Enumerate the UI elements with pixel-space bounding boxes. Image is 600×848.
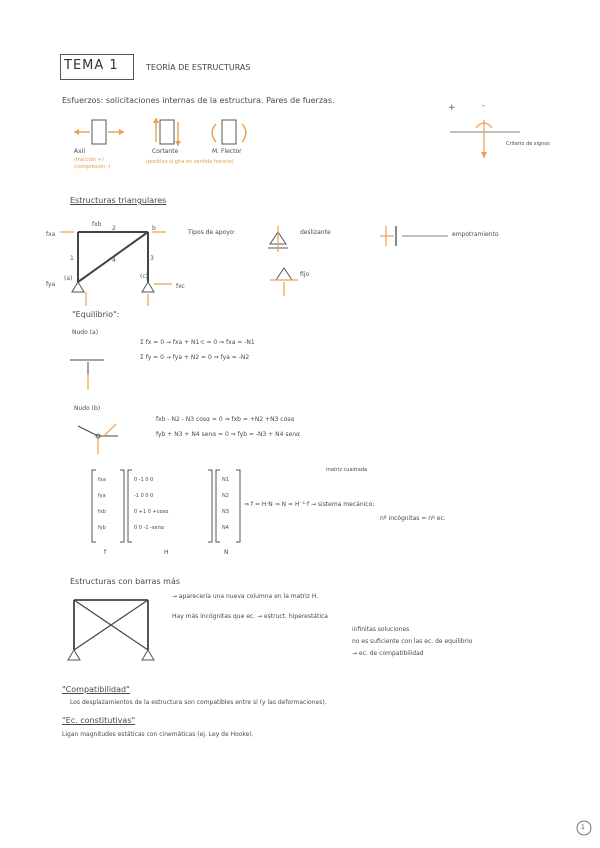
section-3-note-3: infinitas soluciones (352, 626, 410, 633)
support-fijo (270, 268, 298, 296)
vec-n-0: N1 (222, 477, 229, 483)
eq-b2: fyb + N3 + N4 senα = 0 ⇒ fyb = -N3 + N4 senα (156, 431, 300, 438)
eq-a2: Σ fy = 0 → fya + N2 = 0 ⇒ fya = -N2 (140, 354, 250, 361)
eq-a1: Σ fx = 0 → fxa + N1·c = 0 ⇒ fxa = -N1 (140, 339, 255, 346)
svg-text:1: 1 (70, 255, 74, 262)
matrix-note: matriz cuadrada (326, 467, 368, 473)
fijo-label: fijo (300, 271, 310, 278)
svg-text:(a): (a) (64, 275, 73, 282)
axil-label: Axil (74, 148, 85, 155)
node-a-sketch (70, 360, 104, 390)
matrix-row-1: -1 0 0 0 (134, 493, 154, 499)
section-3-note-2: Hay más incógnitas que ec. → estruct. hiperestática (172, 613, 328, 620)
vec-n-3: N4 (222, 525, 229, 531)
svg-text:(c): (c) (140, 273, 148, 280)
nudo-a-label: Nudo (a) (72, 329, 99, 336)
axil-diagram (74, 120, 124, 144)
label-n: N (224, 549, 229, 556)
compat-heading: "Compatibilidad" (62, 685, 130, 694)
svg-text:fxc: fxc (176, 283, 185, 290)
cortante-diagram (153, 118, 181, 146)
truss-diagram (46, 221, 185, 306)
section-3-note-4: no es suficiente con las ec. de equilibrio (352, 638, 473, 645)
criterio-label: Criterio de signos (506, 141, 550, 147)
nudo-b-label: Nudo (b) (74, 405, 101, 412)
relation-line-2: nº incógnitas = nº ec. (380, 515, 446, 522)
flector-label: M. Flector (212, 148, 242, 155)
vec-f-1: fya (98, 493, 106, 499)
cortante-label: Cortante (152, 148, 179, 155)
page-number: 1 (581, 824, 585, 831)
matrix-brackets (92, 470, 240, 542)
flector-diagram (212, 120, 246, 144)
braced-frame-diagram (68, 600, 154, 660)
intro-line: Esfuerzos: solicitaciones internas de la estructura. Pares de fuerzas. (62, 96, 335, 105)
tipos-apoyo-label: Tipos de apoyo: (188, 229, 236, 236)
support-empotramiento (380, 226, 448, 246)
svg-text:+: + (448, 103, 456, 113)
label-f: f (104, 549, 107, 556)
page-title: TEMA 1 (64, 58, 119, 73)
deslizante-label: deslizante (300, 229, 331, 236)
label-h: H (164, 549, 169, 556)
svg-text:3: 3 (150, 255, 154, 262)
eq-b1: fxb - N2 - N3 cosα = 0 ⇒ fxb = +N2 +N3 cosα (156, 416, 295, 423)
matrix-row-2: 0 +1 0 +cosα (134, 509, 169, 515)
empotramiento-label: empotramiento (452, 231, 499, 238)
node-b-sketch (78, 424, 118, 454)
equilibrio-heading: "Equilibrio": (72, 310, 120, 319)
matrix-row-0: 0 -1 0 0 (134, 477, 154, 483)
section-3-heading: Estructuras con barras más (70, 577, 181, 586)
vec-f-2: fxb (98, 509, 106, 515)
svg-text:fya: fya (46, 281, 56, 288)
svg-text:-: - (482, 101, 485, 110)
vec-f-3: fyb (98, 525, 106, 531)
cortante-note: (positivo si gira en sentido horario) (146, 159, 234, 165)
constitutivas-heading: "Ec. constitutivas" (62, 716, 136, 725)
vec-n-2: N3 (222, 509, 229, 515)
compat-text: Los desplazamientos de la estructura son compatibles entre sí (y las deformaciones). (70, 699, 327, 706)
svg-text:b: b (152, 225, 156, 232)
constitutivas-text: Ligan magnitudes estáticas con cinemáticas (ej. Ley de Hooke). (62, 731, 254, 738)
page-subtitle: TEORÍA DE ESTRUCTURAS (146, 63, 251, 72)
svg-text:fxb: fxb (92, 221, 102, 228)
axil-note-2: (compresión -) (74, 164, 111, 170)
vec-n-1: N2 (222, 493, 229, 499)
sign-criteria-diagram (448, 101, 520, 158)
support-deslizante (268, 226, 288, 252)
axil-note-1: (tracción +) (74, 157, 104, 163)
section-3-note-1: → aparecería una nueva columna en la matriz H. (172, 593, 319, 600)
section-2-heading: Estructuras triangulares (70, 196, 167, 205)
section-3-note-5: → ec. de compatibilidad (352, 650, 424, 657)
matrix-row-3: 0 0 -1 -senα (134, 525, 165, 531)
vec-f-0: fxa (98, 477, 106, 483)
svg-text:4: 4 (112, 257, 116, 264)
svg-text:fxa: fxa (46, 231, 56, 238)
svg-text:2: 2 (112, 225, 116, 232)
relation-line-1: ⇒ f = H·N ⇒ N = H⁻¹·f → sistema mecánico; (244, 501, 375, 508)
